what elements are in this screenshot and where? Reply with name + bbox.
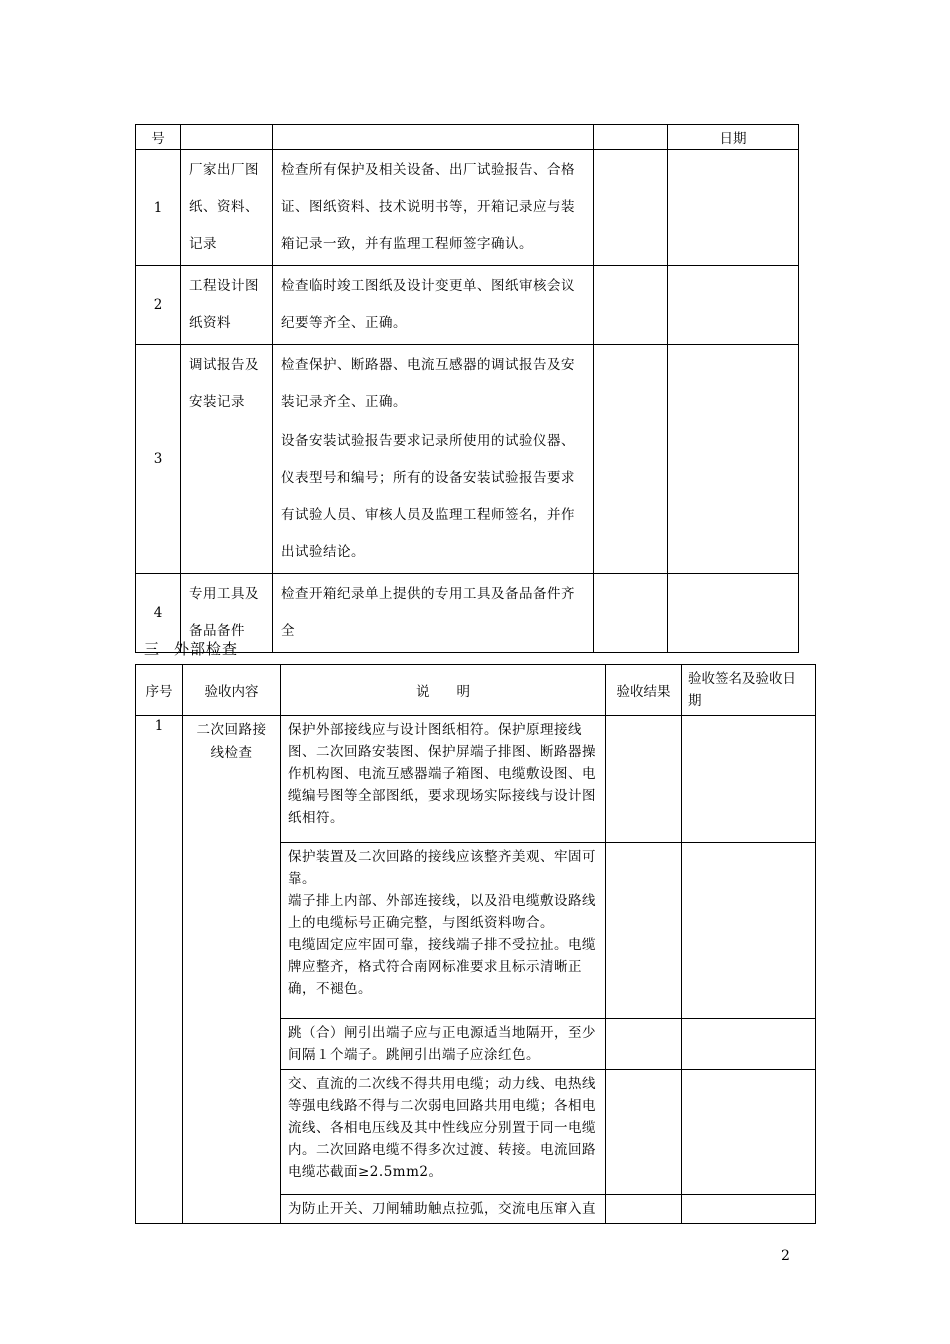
row-no: 1 [136,716,183,1224]
row-sign [682,1070,816,1195]
row-sign [682,716,816,843]
section-number: 三 [144,640,161,658]
header-desc [273,125,594,150]
row-sign [682,843,816,1019]
row-no: 1 [136,150,181,266]
header-item [181,125,273,150]
row-date [668,574,799,653]
header-content: 验收内容 [183,665,281,716]
table-row [136,345,799,574]
row-desc: 为防止开关、刀闸辅助触点拉弧，交流电压窜入直 [281,1195,606,1224]
row-result [606,1195,682,1224]
table-header-row [136,125,799,150]
table-row [136,716,816,843]
row-desc: 跳（合）闸引出端子应与正电源适当地隔开，至少间隔１个端子。跳闸引出端子应涂红色。 [281,1019,606,1070]
row-item: 工程设计图纸资料 [181,266,273,345]
row-desc: 保护外部接线应与设计图纸相符。保护原理接线图、二次回路安装图、保护屏端子排图、断路器操作机构图、电流互感器端子箱图、电缆敷设图、电缆编号图等全部图纸，要求现场实际接线与设计图纸相符。 [281,716,606,843]
row-item: 调试报告及安装记录 [181,345,273,574]
acceptance-table-external [135,664,816,1224]
row-sign [682,1019,816,1070]
row-desc: 交、直流的二次线不得共用电缆；动力线、电热线等强电线路不得与二次弱电回路共用电缆；各相电流线、各相电压线及其中性线应分别置于同一电缆内。二次回路电缆不得多次过渡、转接。电流回路电缆芯截面≥2.5mm2。 [281,1070,606,1195]
row-item: 专用工具及备品备件 [181,574,273,653]
row-result [606,716,682,843]
header-sign: 验收签名及验收日期 [682,665,816,716]
table-row [136,150,799,266]
row-sign [682,1195,816,1224]
row-desc: 检查开箱纪录单上提供的专用工具及备品备件齐全 [273,574,594,653]
row-result [594,150,668,266]
row-result [606,1070,682,1195]
header-date: 日期 [668,125,799,150]
row-result [606,1019,682,1070]
row-result [606,843,682,1019]
row-no: 3 [136,345,181,574]
row-result [594,266,668,345]
header-desc: 说 明 [281,665,606,716]
row-desc: 检查保护、断路器、电流互感器的调试报告及安装记录齐全、正确。 设备安装试验报告要求记录所使用的试验仪器、仪表型号和编号；所有的设备安装试验报告要求有试验人员、审核人员及监理工程师签名，并作出试验结论。 [273,345,594,574]
header-result [594,125,668,150]
row-result [594,345,668,574]
section-title: 外部检查 [174,640,239,658]
table-header-row [136,665,816,716]
row-desc: 检查所有保护及相关设备、出厂试验报告、合格证、图纸资料、技术说明书等，开箱记录应与装箱记录一致，并有监理工程师签字确认。 [273,150,594,266]
acceptance-table-documents [135,124,799,653]
row-no: 4 [136,574,181,653]
header-no: 序号 [136,665,183,716]
table-row [136,266,799,345]
section-heading [144,638,238,659]
row-desc: 保护装置及二次回路的接线应该整齐美观、牢固可靠。 端子排上内部、外部连接线，以及沿电缆敷设路线上的电缆标号正确完整，与图纸资料吻合。 电缆固定应牢固可靠，接线端子排不受拉扯。电缆牌应整齐，格式符合南网标准要求且标示清晰正确，不褪色。 [281,843,606,1019]
header-result: 验收结果 [606,665,682,716]
row-date [668,266,799,345]
row-date [668,150,799,266]
row-result [594,574,668,653]
row-date [668,345,799,574]
row-no: 2 [136,266,181,345]
page-number: 2 [781,1248,790,1264]
header-no: 号 [136,125,181,150]
row-desc: 检查临时竣工图纸及设计变更单、图纸审核会议纪要等齐全、正确。 [273,266,594,345]
row-item: 厂家出厂图纸、资料、记录 [181,150,273,266]
row-item: 二次回路接线检查 [183,716,281,1224]
